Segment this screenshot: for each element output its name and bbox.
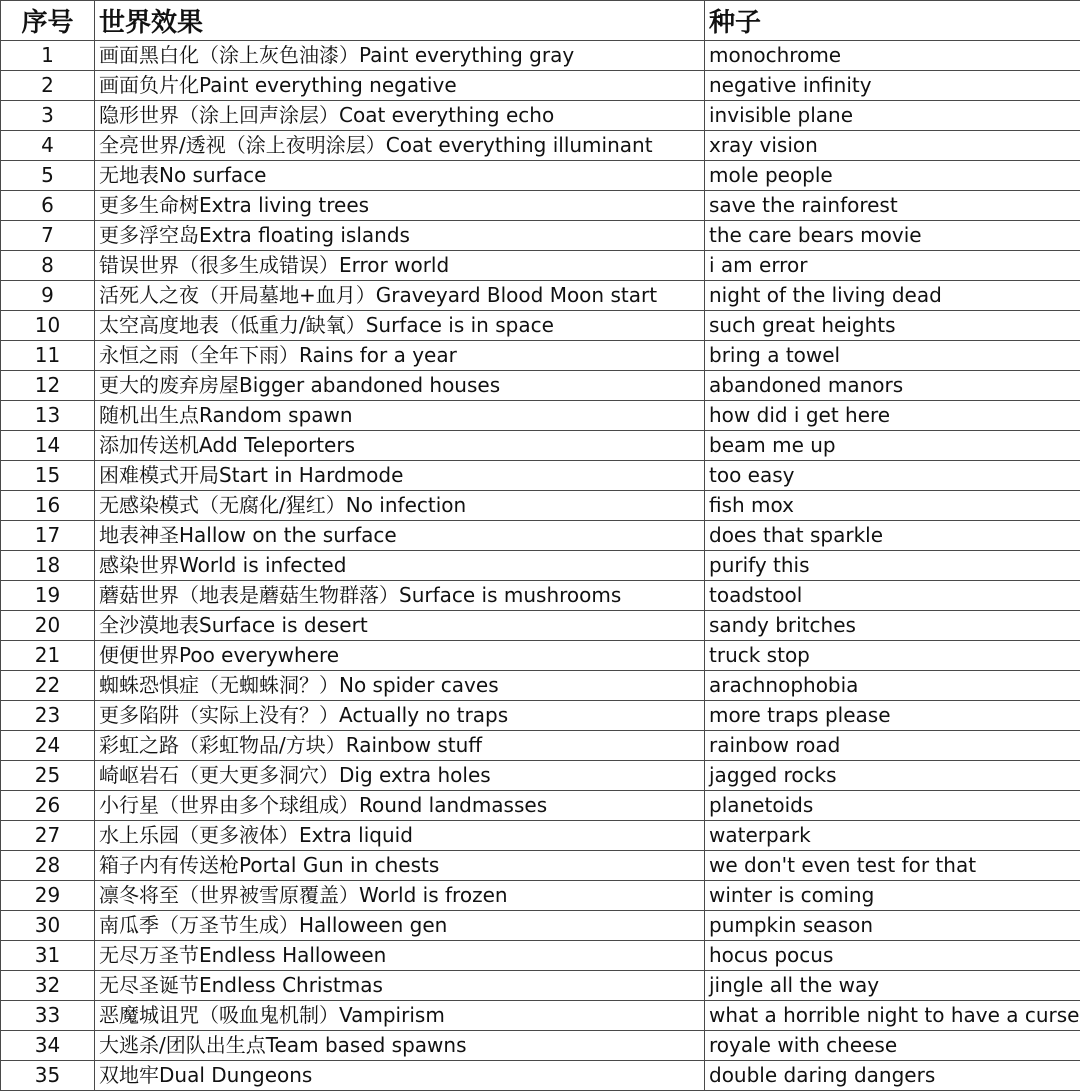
row-index: 23 [1,701,95,731]
row-seed: planetoids [705,791,1080,821]
row-seed: xray vision [705,131,1080,161]
row-seed: hocus pocus [705,941,1080,971]
row-effect: 箱子内有传送枪Portal Gun in chests [95,851,705,881]
table-row [1,191,1080,221]
row-effect: 崎岖岩石（更大更多洞穴）Dig extra holes [95,761,705,791]
row-index: 28 [1,851,95,881]
table-row [1,41,1080,71]
row-index: 27 [1,821,95,851]
row-index: 22 [1,671,95,701]
table-row [1,401,1080,431]
row-effect: 蘑菇世界（地表是蘑菇生物群落）Surface is mushrooms [95,581,705,611]
table-row [1,851,1080,881]
row-seed: sandy britches [705,611,1080,641]
table-row [1,461,1080,491]
table-row [1,881,1080,911]
table-row [1,1001,1080,1031]
row-index: 34 [1,1031,95,1061]
row-seed: invisible plane [705,101,1080,131]
row-seed: we don't even test for that [705,851,1080,881]
row-index: 32 [1,971,95,1001]
table-row [1,611,1080,641]
row-effect: 蜘蛛恐惧症（无蜘蛛洞？）No spider caves [95,671,705,701]
row-effect: 更多生命树Extra living trees [95,191,705,221]
table-row [1,821,1080,851]
row-seed: mole people [705,161,1080,191]
table-row [1,731,1080,761]
row-index: 12 [1,371,95,401]
row-seed: does that sparkle [705,521,1080,551]
row-seed: negative infinity [705,71,1080,101]
row-index: 7 [1,221,95,251]
table-row [1,581,1080,611]
row-index: 19 [1,581,95,611]
row-seed: rainbow road [705,731,1080,761]
row-index: 9 [1,281,95,311]
row-index: 4 [1,131,95,161]
row-effect: 南瓜季（万圣节生成）Halloween gen [95,911,705,941]
row-seed: royale with cheese [705,1031,1080,1061]
table-row [1,491,1080,521]
table-row [1,161,1080,191]
row-effect: 便便世界Poo everywhere [95,641,705,671]
table-row [1,101,1080,131]
row-index: 33 [1,1001,95,1031]
row-seed: jingle all the way [705,971,1080,1001]
row-seed: save the rainforest [705,191,1080,221]
row-index: 13 [1,401,95,431]
row-effect: 无尽圣诞节Endless Christmas [95,971,705,1001]
row-effect: 错误世界（很多生成错误）Error world [95,251,705,281]
row-index: 1 [1,41,95,71]
row-index: 14 [1,431,95,461]
row-effect: 全亮世界/透视（涂上夜明涂层）Coat everything illuminant [95,131,705,161]
table-row [1,701,1080,731]
row-seed: monochrome [705,41,1080,71]
row-seed: winter is coming [705,881,1080,911]
row-effect: 画面负片化Paint everything negative [95,71,705,101]
row-seed: toadstool [705,581,1080,611]
row-seed: how did i get here [705,401,1080,431]
row-seed: arachnophobia [705,671,1080,701]
row-effect: 隐形世界（涂上回声涂层）Coat everything echo [95,101,705,131]
row-seed: too easy [705,461,1080,491]
table-row [1,371,1080,401]
row-seed: bring a towel [705,341,1080,371]
header-effect: 世界效果 [95,1,705,41]
row-index: 3 [1,101,95,131]
row-seed: truck stop [705,641,1080,671]
row-effect: 全沙漠地表Surface is desert [95,611,705,641]
row-seed: night of the living dead [705,281,1080,311]
row-index: 10 [1,311,95,341]
row-effect: 更多浮空岛Extra floating islands [95,221,705,251]
row-seed: more traps please [705,701,1080,731]
row-index: 8 [1,251,95,281]
table-row [1,761,1080,791]
table-row [1,281,1080,311]
table-row [1,641,1080,671]
header-index: 序号 [1,1,95,41]
table-row [1,131,1080,161]
row-index: 35 [1,1061,95,1091]
row-effect: 感染世界World is infected [95,551,705,581]
table-row [1,941,1080,971]
table-row [1,431,1080,461]
table-row [1,671,1080,701]
row-effect: 活死人之夜（开局墓地+血月）Graveyard Blood Moon start [95,281,705,311]
row-effect: 画面黑白化（涂上灰色油漆）Paint everything gray [95,41,705,71]
row-seed: such great heights [705,311,1080,341]
row-effect: 随机出生点Random spawn [95,401,705,431]
row-index: 16 [1,491,95,521]
row-effect: 地表神圣Hallow on the surface [95,521,705,551]
row-index: 30 [1,911,95,941]
table-row [1,971,1080,1001]
table-row [1,221,1080,251]
table-row [1,1031,1080,1061]
row-effect: 彩虹之路（彩虹物品/方块）Rainbow stuff [95,731,705,761]
row-index: 18 [1,551,95,581]
row-effect: 困难模式开局Start in Hardmode [95,461,705,491]
row-effect: 恶魔城诅咒（吸血鬼机制）Vampirism [95,1001,705,1031]
row-effect: 无感染模式（无腐化/猩红）No infection [95,491,705,521]
row-effect: 更多陷阱（实际上没有？）Actually no traps [95,701,705,731]
table-row [1,791,1080,821]
row-seed: beam me up [705,431,1080,461]
row-seed: the care bears movie [705,221,1080,251]
row-effect: 小行星（世界由多个球组成）Round landmasses [95,791,705,821]
row-index: 21 [1,641,95,671]
header-row [1,1,1080,41]
row-index: 6 [1,191,95,221]
row-effect: 更大的废弃房屋Bigger abandoned houses [95,371,705,401]
row-index: 17 [1,521,95,551]
row-index: 20 [1,611,95,641]
row-index: 24 [1,731,95,761]
table-row [1,521,1080,551]
row-index: 25 [1,761,95,791]
row-seed: jagged rocks [705,761,1080,791]
header-seed: 种子 [705,1,1080,41]
row-seed: waterpark [705,821,1080,851]
row-index: 31 [1,941,95,971]
row-effect: 添加传送机Add Teleporters [95,431,705,461]
table-row [1,1061,1080,1091]
row-effect: 双地牢Dual Dungeons [95,1061,705,1091]
row-effect: 无地表No surface [95,161,705,191]
row-index: 5 [1,161,95,191]
row-seed: pumpkin season [705,911,1080,941]
table-row [1,551,1080,581]
table-row [1,911,1080,941]
row-effect: 无尽万圣节Endless Halloween [95,941,705,971]
row-seed: abandoned manors [705,371,1080,401]
row-seed: double daring dangers [705,1061,1080,1091]
table-row [1,71,1080,101]
table-row [1,311,1080,341]
row-effect: 水上乐园（更多液体）Extra liquid [95,821,705,851]
table-row [1,251,1080,281]
table-row [1,341,1080,371]
row-index: 29 [1,881,95,911]
row-seed: fish mox [705,491,1080,521]
row-index: 2 [1,71,95,101]
row-index: 11 [1,341,95,371]
row-seed: purify this [705,551,1080,581]
row-seed: what a horrible night to have a curse [705,1001,1080,1031]
row-index: 15 [1,461,95,491]
row-index: 26 [1,791,95,821]
row-effect: 永恒之雨（全年下雨）Rains for a year [95,341,705,371]
row-effect: 大逃杀/团队出生点Team based spawns [95,1031,705,1061]
row-seed: i am error [705,251,1080,281]
row-effect: 凛冬将至（世界被雪原覆盖）World is frozen [95,881,705,911]
row-effect: 太空高度地表（低重力/缺氧）Surface is in space [95,311,705,341]
